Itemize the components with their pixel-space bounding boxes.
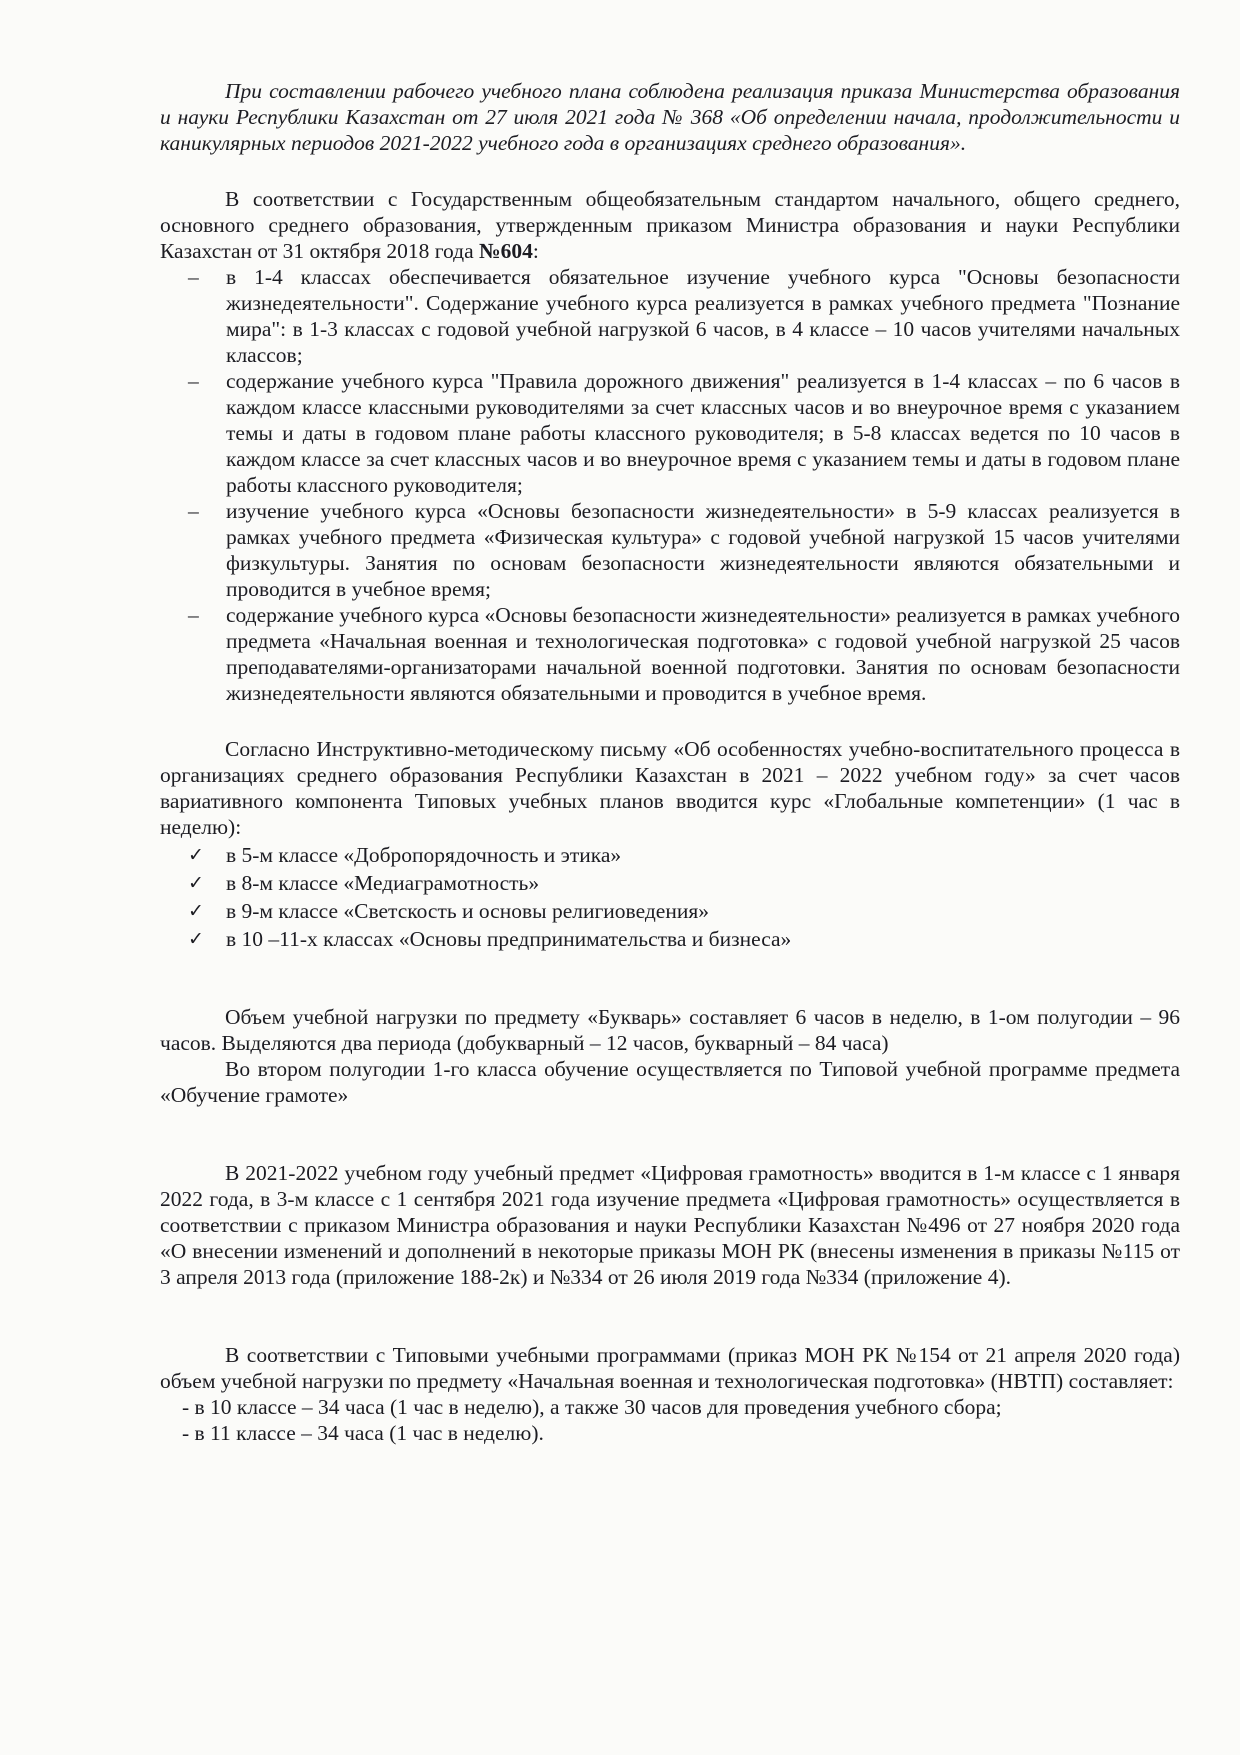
list-item [160, 926, 1180, 952]
standard-suffix: : [532, 239, 539, 263]
document-body [160, 78, 1180, 1446]
intro-paragraph: При составлении рабочего учебного плана соблюдена реализация приказа Министерства образования и науки Республики Казахстан от 27 июля 2021 года № 368 «Об определении начала, продолжительности и каникулярных периодов 2021-2022 учебного года в организациях среднего образования». [160, 79, 1180, 155]
list-item-text: в 10 –11-х классах «Основы предпринимательства и бизнеса» [226, 927, 792, 951]
competencies-list [160, 842, 1180, 952]
list-item [160, 870, 1180, 896]
dash-marker: – [188, 603, 199, 627]
checkmark-icon: ✓ [188, 872, 204, 894]
list-item [160, 602, 1180, 706]
dash-marker: – [188, 369, 199, 393]
standard-paragraph [160, 186, 1180, 264]
nvtp-paragraph: В соответствии с Типовыми учебными программами (приказ МОН РК №154 от 21 апреля 2020 года) объем учебной нагрузки по предмету «Начальная военная и технологическая подготовка» (НВТП) составляет: [160, 1343, 1180, 1393]
list-item-text: в 1-4 классах обеспечивается обязательное изучение учебного курса "Основы безопасности жизнедеятельности". Содержание учебного курса реализуется в рамках учебного предмета "Познание мира": в 1-3 классах с годовой учебной нагрузкой 6 часов, в 4 классе – 10 часов учителями начальных классов; [226, 265, 1180, 367]
list-item-text: содержание учебного курса "Правила дорожного движения" реализуется в 1-4 классах – по 6 часов в каждом классе классными руководителями за счет классных часов и во внеурочное время с указанием темы и даты в годовом плане работы классного руководителя; в 5-8 классах ведется по 10 часов в каждом классе за счет классных часов и во внеурочное время с указанием темы и даты в годовом плане работы классного руководителя; [226, 369, 1180, 497]
checkmark-icon: ✓ [188, 928, 204, 950]
list-item: - в 10 классе – 34 часа (1 час в неделю), а также 30 часов для проведения учебного сбора; [182, 1395, 1002, 1419]
bukvar-paragraph: Объем учебной нагрузки по предмету «Букварь» составляет 6 часов в неделю, в 1-ом полугодии – 96 часов. Выделяются два периода (добукварный – 12 часов, букварный – 84 часа) [160, 1005, 1180, 1055]
checkmark-icon: ✓ [188, 844, 204, 866]
list-item [160, 898, 1180, 924]
list-item-text: в 9-м классе «Светскость и основы религиоведения» [226, 899, 709, 923]
dash-marker: – [188, 265, 199, 289]
list-item-text: содержание учебного курса «Основы безопасности жизнедеятельности» реализуется в рамках учебного предмета «Начальная военная и технологическая подготовка» с годовой учебной нагрузкой 25 часов преподавателями-организаторами начальной военной подготовки. Занятия по основам безопасности жизнедеятельности являются обязательными и проводится в учебное время. [226, 603, 1180, 705]
standard-text: В соответствии с Государственным общеобязательным стандартом начального, общего среднего, основного среднего образования, утвержденным приказом Министра образования и науки Республики Казахстан от 31 октября 2018 года [160, 187, 1180, 263]
list-item: - в 11 классе – 34 часа (1 час в неделю). [182, 1421, 544, 1445]
gramota-paragraph: Во втором полугодии 1-го класса обучение осуществляется по Типовой учебной программе предмета «Обучение грамоте» [160, 1057, 1180, 1107]
checkmark-icon: ✓ [188, 900, 204, 922]
list-item [160, 368, 1180, 498]
list-item-text: в 8-м классе «Медиаграмотность» [226, 871, 540, 895]
digital-literacy-paragraph: В 2021-2022 учебном году учебный предмет «Цифровая грамотность» вводится в 1-м классе с 1 января 2022 года, в 3-м классе с 1 сентября 2021 года изучение предмета «Цифровая грамотность» осуществляется в соответствии с приказом Министра образования и науки Республики Казахстан №496 от 27 ноября 2020 года «О внесении изменений и дополнений в некоторые приказы МОН РК (внесены изменения в приказы №115 от 3 апреля 2013 года (приложение 188-2к) и №334 от 26 июля 2019 года №334 (приложение 4). [160, 1161, 1180, 1289]
list-item-text: изучение учебного курса «Основы безопасности жизнедеятельности» в 5-9 классах реализуется в рамках учебного предмета «Физическая культура» с годовой учебной нагрузкой 15 часов учителями физкультуры. Занятия по основам безопасности жизнедеятельности являются обязательными и проводится в учебное время; [226, 499, 1180, 601]
list-item [160, 264, 1180, 368]
list-item [160, 498, 1180, 602]
order-number: №604 [479, 239, 533, 263]
standard-list [160, 264, 1180, 706]
dash-marker: – [188, 499, 199, 523]
letter-paragraph: Согласно Инструктивно-методическому письму «Об особенностях учебно-воспитательного процесса в организациях среднего образования Республики Казахстан в 2021 – 2022 учебном году» за счет часов вариативного компонента Типовых учебных планов вводится курс «Глобальные компетенции» (1 час в неделю): [160, 737, 1180, 839]
nvtp-list [160, 1394, 1180, 1446]
list-item [160, 842, 1180, 868]
list-item-text: в 5-м классе «Добропорядочность и этика» [226, 843, 622, 867]
